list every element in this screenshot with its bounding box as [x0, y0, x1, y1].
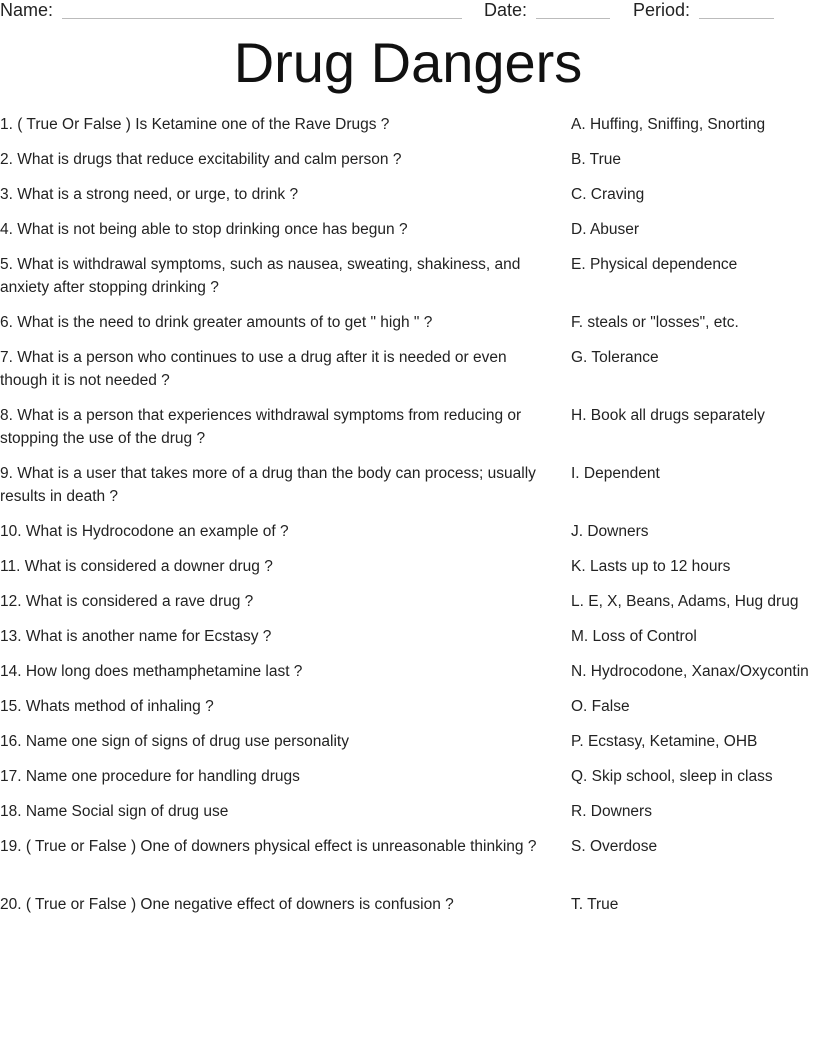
matching-row [0, 253, 816, 311]
matching-row [0, 800, 816, 835]
matching-row [0, 695, 816, 730]
question-item: 3. What is a strong need, or urge, to drink ? [0, 186, 299, 203]
answer-option: H. Book all drugs separately [571, 407, 765, 424]
answer-option: O. False [571, 698, 630, 715]
matching-row [0, 660, 816, 695]
question-item: 18. Name Social sign of drug use [0, 803, 229, 820]
matching-row [0, 346, 816, 404]
question-item: 6. What is the need to drink greater amounts of to get " high " ? [0, 314, 433, 331]
question-item: 17. Name one procedure for handling drugs [0, 768, 300, 785]
matching-row [0, 555, 816, 590]
question-item: 20. ( True or False ) One negative effect of downers is confusion ? [0, 896, 454, 913]
matching-list [0, 113, 816, 928]
answer-option: R. Downers [571, 803, 652, 820]
matching-row [0, 148, 816, 183]
page-title: Drug Dangers [233, 31, 583, 94]
matching-row [0, 183, 816, 218]
question-item: 16. Name one sign of signs of drug use personality [0, 733, 349, 750]
worksheet-header [0, 0, 816, 22]
name-field[interactable] [62, 18, 462, 19]
answer-option: T. True [571, 896, 619, 913]
question-item: 14. How long does methamphetamine last ? [0, 663, 303, 680]
matching-row [0, 404, 816, 462]
matching-row [0, 893, 816, 928]
answer-option: M. Loss of Control [571, 628, 697, 645]
question-item: 12. What is considered a rave drug ? [0, 593, 254, 610]
matching-row [0, 311, 816, 346]
answer-option: B. True [571, 151, 621, 168]
question-item: 8. What is a person that experiences withdrawal symptoms from reducing or stopping the use of the drug ? [0, 407, 522, 447]
question-item: 5. What is withdrawal symptoms, such as nausea, sweating, shakiness, and anxiety after stopping drinking ? [0, 256, 521, 296]
answer-option: A. Huffing, Sniffing, Snorting [571, 116, 766, 133]
question-item: 11. What is considered a downer drug ? [0, 558, 273, 575]
answer-option: Q. Skip school, sleep in class [571, 768, 773, 785]
name-label: Name: [0, 0, 54, 20]
answer-option: J. Downers [571, 523, 649, 540]
period-field[interactable] [699, 18, 774, 19]
answer-option: S. Overdose [571, 838, 658, 855]
answer-option: C. Craving [571, 186, 645, 203]
date-field[interactable] [536, 18, 610, 19]
question-item: 9. What is a user that takes more of a drug than the body can process; usually results in death ? [0, 465, 536, 505]
answer-option: E. Physical dependence [571, 256, 738, 273]
matching-row [0, 520, 816, 555]
matching-row [0, 462, 816, 520]
question-item: 10. What is Hydrocodone an example of ? [0, 523, 289, 540]
matching-row [0, 625, 816, 660]
matching-row [0, 765, 816, 800]
period-label: Period: [633, 0, 691, 20]
answer-option: K. Lasts up to 12 hours [571, 558, 731, 575]
matching-row [0, 730, 816, 765]
answer-option: P. Ecstasy, Ketamine, OHB [571, 733, 758, 750]
matching-row [0, 835, 816, 893]
answer-option: L. E, X, Beans, Adams, Hug drug [571, 593, 799, 610]
question-item: 1. ( True Or False ) Is Ketamine one of the Rave Drugs ? [0, 116, 390, 133]
matching-row [0, 218, 816, 253]
question-item: 13. What is another name for Ecstasy ? [0, 628, 272, 645]
matching-row [0, 113, 816, 148]
date-label: Date: [484, 0, 528, 20]
answer-option: I. Dependent [571, 465, 660, 482]
question-item: 7. What is a person who continues to use a drug after it is needed or even though it is not needed ? [0, 349, 507, 389]
question-item: 4. What is not being able to stop drinking once has begun ? [0, 221, 408, 238]
answer-option: N. Hydrocodone, Xanax/Oxycontin [571, 663, 809, 680]
answer-option: F. steals or "losses", etc. [571, 314, 739, 331]
question-item: 15. Whats method of inhaling ? [0, 698, 214, 715]
question-item: 19. ( True or False ) One of downers physical effect is unreasonable thinking ? [0, 838, 537, 855]
question-item: 2. What is drugs that reduce excitability and calm person ? [0, 151, 402, 168]
answer-option: D. Abuser [571, 221, 640, 238]
answer-option: G. Tolerance [571, 349, 659, 366]
matching-row [0, 590, 816, 625]
